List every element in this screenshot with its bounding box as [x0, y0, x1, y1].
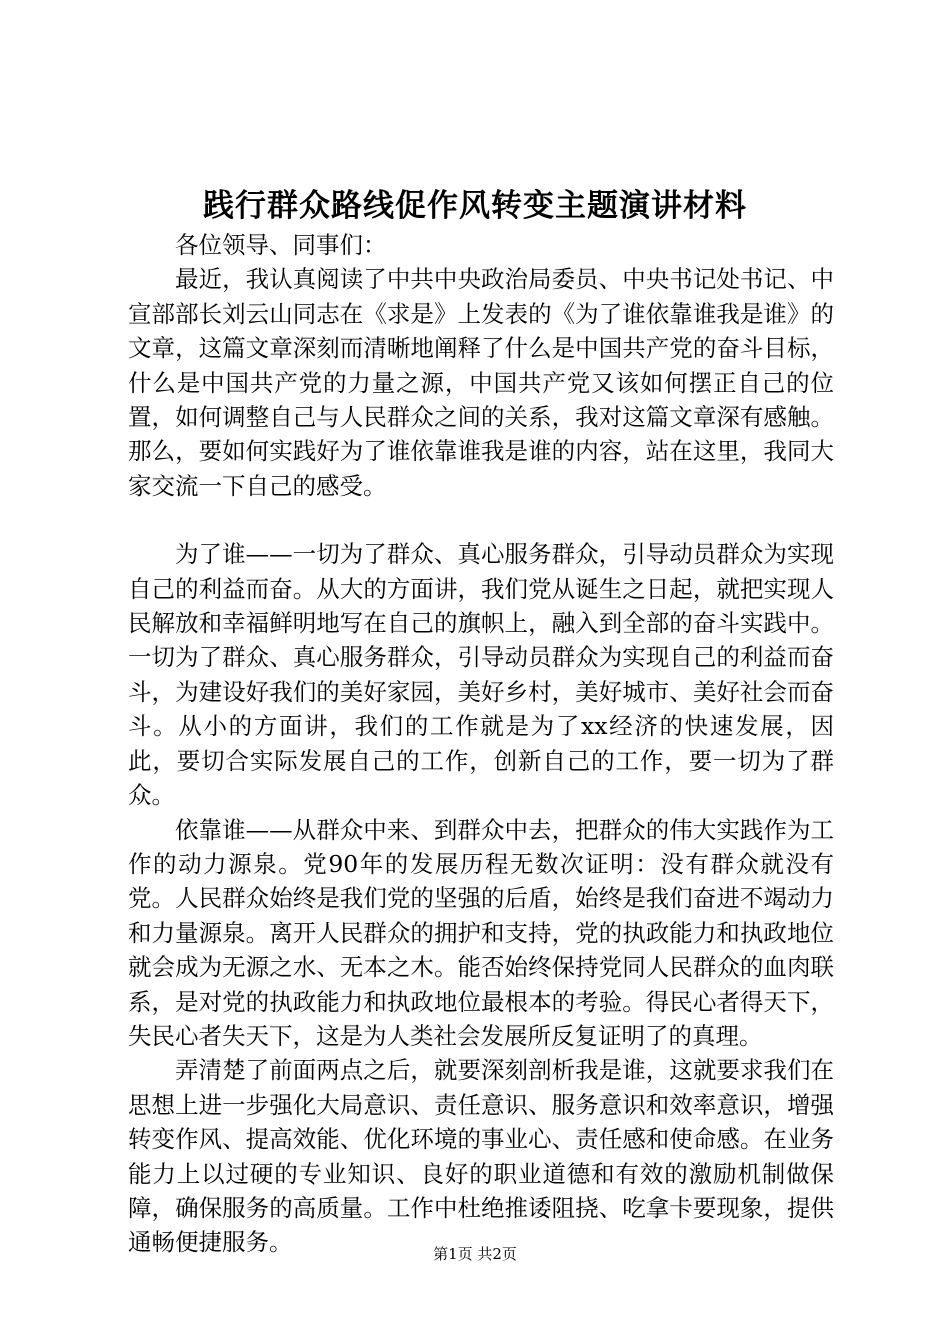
document-title: 践行群众路线促作风转变主题演讲材料 — [203, 188, 747, 224]
greeting-paragraph: 各位领导、同事们： — [175, 231, 387, 259]
page-footer: 第1页 共2页 — [433, 1245, 517, 1263]
intro-paragraph: 最近，我认真阅读了中共中央政治局委员、中央书记处书记、中宣部部长刘云山同志在《求是》上发表的《为了谁依靠谁我是谁》的文章，这篇文章深刻而清晰地阐释了什么是中国共产党的奋斗目标，什么是中国共产党的力量之源，中国共产党又该如何摆正自己的位置，如何调整自己与人民群众之间的关系，我对这篇文章深有感触。那么，要如何实践好为了谁依靠谁我是谁的内容，站在这里，我同大家交流一下自己的感受。 — [128, 265, 834, 500]
for-whom-paragraph: 为了谁——一切为了群众、真心服务群众，引导动员群众为实现自己的利益而奋。从大的方面讲，我们党从诞生之日起，就把实现人民解放和幸福鲜明地写在自己的旗帜上，融入到全部的奋斗实践中。一切为了群众、真心服务群众，引导动员群众为实现自己的利益而奋斗，为建设好我们的美好家园，美好乡村，美好城市、美好社会而奋斗。从小的方面讲，我们的工作就是为了xx经济的快速发展，因此，要切合实际发展自己的工作，创新自己的工作，要一切为了群众。 — [128, 540, 834, 810]
rely-on-whom-paragraph: 依靠谁——从群众中来、到群众中去，把群众的伟大实践作为工作的动力源泉。党90年的发展历程无数次证明：没有群众就没有党。人民群众始终是我们党的坚强的后盾，始终是我们奋进不竭动力和力量源泉。离开人民群众的拥护和支持，党的执政能力和执政地位就会成为无源之水、无本之木。能否始终保持党同人民群众的血肉联系，是对党的执政能力和执政地位最根本的考验。得民心者得天下，失民心者失天下，这是为人类社会发展所反复证明了的真理。 — [128, 815, 834, 1050]
document-body — [128, 228, 834, 1260]
who-am-i-paragraph: 弄清楚了前面两点之后，就要深刻剖析我是谁，这就要求我们在思想上进一步强化大局意识、责任意识、服务意识和效率意识，增强转变作风、提高效能、优化环境的事业心、责任感和使命感。在业务能力上以过硬的专业知识、良好的职业道德和有效的激励机制做保障，确保服务的高质量。工作中杜绝推诿阻挠、吃拿卡要现象，提供通畅便捷服务。 — [128, 1056, 834, 1257]
